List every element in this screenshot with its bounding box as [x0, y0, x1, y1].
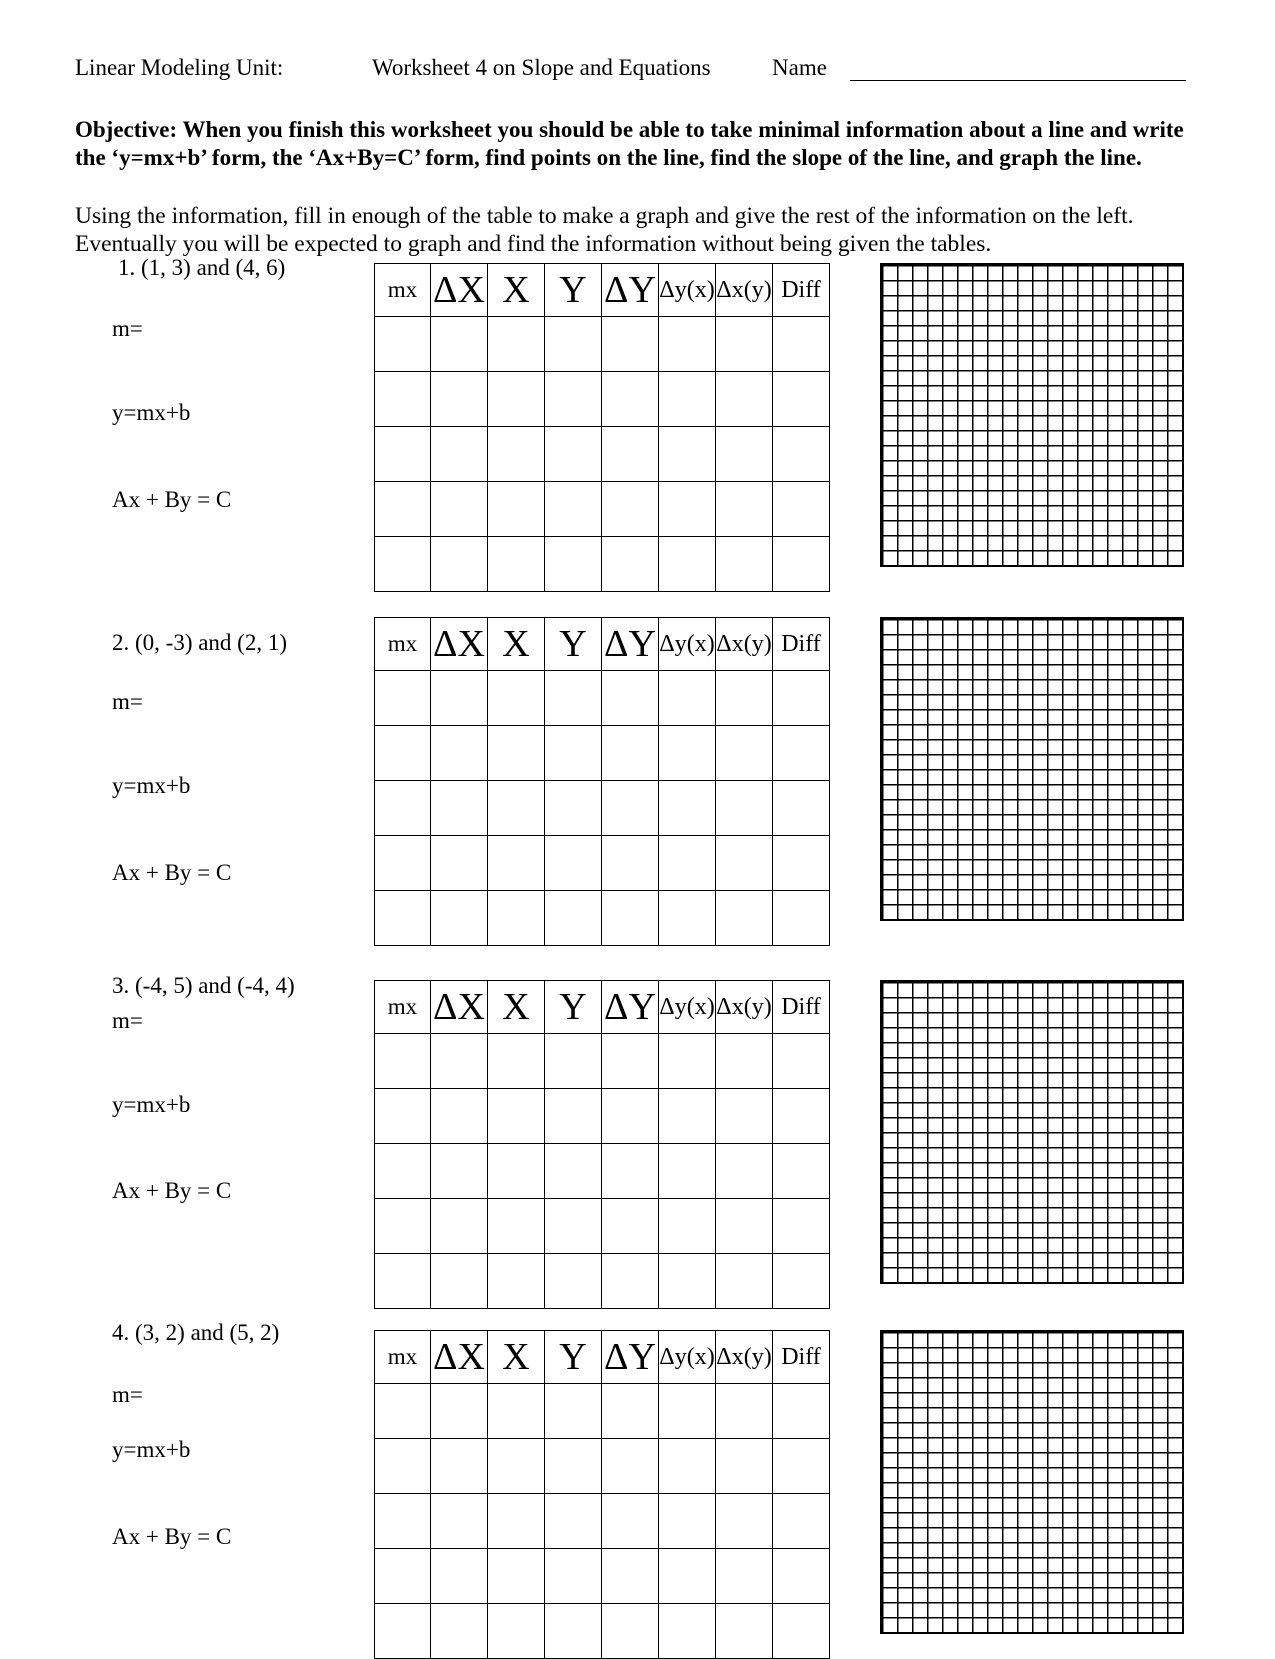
- table-cell-x[interactable]: [488, 1199, 545, 1254]
- table-cell-dy[interactable]: [602, 317, 659, 372]
- header-dxy: Δx(y): [716, 618, 773, 671]
- header-y: Y: [545, 264, 602, 317]
- table-cell-mx[interactable]: [375, 1199, 431, 1254]
- table-cell-diff[interactable]: [773, 1034, 830, 1089]
- table-cell-dx[interactable]: [431, 1494, 488, 1549]
- table-cell-diff[interactable]: [773, 891, 830, 946]
- table-cell-y[interactable]: [545, 726, 602, 781]
- graph-grid[interactable]: [880, 980, 1184, 1284]
- header-y: Y: [545, 618, 602, 671]
- table-cell-x[interactable]: [488, 1494, 545, 1549]
- table-cell-mx[interactable]: [375, 671, 431, 726]
- table-cell-dyx[interactable]: [659, 891, 716, 946]
- table-cell-x[interactable]: [488, 1604, 545, 1659]
- table-cell-dyx[interactable]: [659, 1439, 716, 1494]
- table-cell-dx[interactable]: [431, 671, 488, 726]
- table-cell-y[interactable]: [545, 482, 602, 537]
- table-cell-mx[interactable]: [375, 1144, 431, 1199]
- table-cell-dxy[interactable]: [716, 537, 773, 592]
- header-y: Y: [545, 1331, 602, 1384]
- table-cell-y[interactable]: [545, 671, 602, 726]
- table-cell-dyx[interactable]: [659, 1254, 716, 1309]
- table-cell-dyx[interactable]: [659, 1034, 716, 1089]
- graph-grid[interactable]: [880, 1330, 1184, 1634]
- table-cell-dxy[interactable]: [716, 1494, 773, 1549]
- table-cell-dy[interactable]: [602, 1549, 659, 1604]
- table-cell-dx[interactable]: [431, 482, 488, 537]
- table-cell-dx[interactable]: [431, 781, 488, 836]
- table-cell-dy[interactable]: [602, 836, 659, 891]
- header-diff: Diff: [773, 1331, 830, 1384]
- table-cell-dx[interactable]: [431, 1034, 488, 1089]
- table-cell-y[interactable]: [545, 372, 602, 427]
- table-cell-mx[interactable]: [375, 836, 431, 891]
- table-cell-dyx[interactable]: [659, 1144, 716, 1199]
- standard-form-label: Ax + By = C: [112, 1178, 232, 1203]
- table-cell-dxy[interactable]: [716, 1439, 773, 1494]
- table-cell-dy[interactable]: [602, 537, 659, 592]
- table-cell-dyx[interactable]: [659, 836, 716, 891]
- graph-grid[interactable]: [880, 263, 1184, 567]
- table-cell-diff[interactable]: [773, 671, 830, 726]
- table-cell-dxy[interactable]: [716, 836, 773, 891]
- table-cell-dyx[interactable]: [659, 427, 716, 482]
- work-table: [374, 1330, 830, 1659]
- objective-text: Objective: When you finish this worksheet you should be able to take minimal information about a line and write the ‘y=mx+b’ form, the ‘Ax+By=C’ form, find points on the line, find the slope of the line, and graph the line.: [75, 117, 1184, 170]
- table-cell-dy[interactable]: [602, 427, 659, 482]
- table-cell-dxy[interactable]: [716, 482, 773, 537]
- problem-prompt: 2. (0, -3) and (2, 1): [112, 630, 288, 655]
- table-cell-x[interactable]: [488, 726, 545, 781]
- slope-label: m=: [112, 1382, 143, 1407]
- header-mx: mx: [375, 618, 431, 671]
- table-cell-x[interactable]: [488, 317, 545, 372]
- table-cell-dyx[interactable]: [659, 482, 716, 537]
- table-cell-x[interactable]: [488, 482, 545, 537]
- table-cell-mx[interactable]: [375, 1604, 431, 1659]
- table-cell-dy[interactable]: [602, 1384, 659, 1439]
- table-cell-dx[interactable]: [431, 891, 488, 946]
- slope-intercept-label: y=mx+b: [112, 1092, 191, 1117]
- table-cell-x[interactable]: [488, 781, 545, 836]
- table-cell-dy[interactable]: [602, 372, 659, 427]
- table-cell-dy[interactable]: [602, 1199, 659, 1254]
- table-cell-diff[interactable]: [773, 1144, 830, 1199]
- slope-intercept-label: y=mx+b: [112, 1437, 191, 1462]
- name-blank-line[interactable]: [850, 80, 1186, 81]
- table-cell-dxy[interactable]: [716, 1604, 773, 1659]
- standard-form-label: Ax + By = C: [112, 1524, 232, 1549]
- table-cell-y[interactable]: [545, 537, 602, 592]
- table-cell-dx[interactable]: [431, 1604, 488, 1659]
- table-cell-dyx[interactable]: [659, 317, 716, 372]
- header-mx: mx: [375, 981, 431, 1034]
- table-cell-mx[interactable]: [375, 372, 431, 427]
- work-table: [374, 617, 830, 946]
- table-cell-y[interactable]: [545, 427, 602, 482]
- table-cell-x[interactable]: [488, 1384, 545, 1439]
- table-cell-dx[interactable]: [431, 537, 488, 592]
- table-cell-dyx[interactable]: [659, 1089, 716, 1144]
- table-cell-dxy[interactable]: [716, 1144, 773, 1199]
- table-cell-y[interactable]: [545, 1199, 602, 1254]
- header-dxy: Δx(y): [716, 1331, 773, 1384]
- table-cell-dxy[interactable]: [716, 372, 773, 427]
- table-cell-mx[interactable]: [375, 537, 431, 592]
- table-cell-mx[interactable]: [375, 726, 431, 781]
- table-cell-dxy[interactable]: [716, 726, 773, 781]
- table-cell-dxy[interactable]: [716, 1549, 773, 1604]
- slope-label: m=: [112, 1008, 143, 1033]
- table-cell-dxy[interactable]: [716, 1034, 773, 1089]
- table-cell-dy[interactable]: [602, 726, 659, 781]
- table-cell-dy[interactable]: [602, 671, 659, 726]
- table-cell-dy[interactable]: [602, 1494, 659, 1549]
- table-cell-y[interactable]: [545, 1089, 602, 1144]
- worksheet-title: Worksheet 4 on Slope and Equations: [372, 55, 711, 80]
- table-cell-dxy[interactable]: [716, 1254, 773, 1309]
- header-y: Y: [545, 981, 602, 1034]
- problem-prompt: 1. (1, 3) and (4, 6): [118, 255, 286, 280]
- table-cell-x[interactable]: [488, 1549, 545, 1604]
- table-cell-x[interactable]: [488, 1034, 545, 1089]
- table-cell-dx[interactable]: [431, 1144, 488, 1199]
- table-cell-dyx[interactable]: [659, 1494, 716, 1549]
- table-cell-dxy[interactable]: [716, 1384, 773, 1439]
- table-cell-dx[interactable]: [431, 1199, 488, 1254]
- table-cell-dxy[interactable]: [716, 317, 773, 372]
- table-cell-y[interactable]: [545, 1439, 602, 1494]
- table-cell-dyx[interactable]: [659, 671, 716, 726]
- table-cell-diff[interactable]: [773, 1254, 830, 1309]
- table-cell-mx[interactable]: [375, 1254, 431, 1309]
- table-cell-dx[interactable]: [431, 836, 488, 891]
- table-cell-mx[interactable]: [375, 1034, 431, 1089]
- table-cell-dy[interactable]: [602, 1144, 659, 1199]
- table-cell-dy[interactable]: [602, 781, 659, 836]
- table-cell-y[interactable]: [545, 1384, 602, 1439]
- header-diff: Diff: [773, 264, 830, 317]
- table-cell-diff[interactable]: [773, 427, 830, 482]
- table-cell-y[interactable]: [545, 1549, 602, 1604]
- table-cell-y[interactable]: [545, 836, 602, 891]
- header-dyx: Δy(x): [659, 1331, 716, 1384]
- table-cell-dy[interactable]: [602, 1254, 659, 1309]
- table-cell-diff[interactable]: [773, 1089, 830, 1144]
- graph-grid[interactable]: [880, 617, 1184, 921]
- table-cell-x[interactable]: [488, 372, 545, 427]
- table-cell-dx[interactable]: [431, 1089, 488, 1144]
- slope-label: m=: [112, 316, 143, 341]
- work-table: [374, 263, 830, 592]
- header-dx: ΔX: [431, 618, 488, 671]
- table-cell-diff[interactable]: [773, 1199, 830, 1254]
- header-dyx: Δy(x): [659, 264, 716, 317]
- table-cell-x[interactable]: [488, 671, 545, 726]
- table-cell-dy[interactable]: [602, 1034, 659, 1089]
- table-cell-mx[interactable]: [375, 482, 431, 537]
- table-cell-diff[interactable]: [773, 317, 830, 372]
- table-cell-diff[interactable]: [773, 1384, 830, 1439]
- table-cell-mx[interactable]: [375, 1439, 431, 1494]
- table-cell-y[interactable]: [545, 891, 602, 946]
- table-cell-dy[interactable]: [602, 1604, 659, 1659]
- table-cell-dyx[interactable]: [659, 726, 716, 781]
- table-cell-dx[interactable]: [431, 317, 488, 372]
- problem-prompt: 4. (3, 2) and (5, 2): [112, 1320, 280, 1345]
- table-cell-dx[interactable]: [431, 1254, 488, 1309]
- table-cell-dy[interactable]: [602, 891, 659, 946]
- header-x: X: [488, 264, 545, 317]
- header-x: X: [488, 1331, 545, 1384]
- table-cell-dxy[interactable]: [716, 1089, 773, 1144]
- problem-prompt: 3. (-4, 5) and (-4, 4): [112, 973, 295, 998]
- table-cell-y[interactable]: [545, 317, 602, 372]
- table-cell-mx[interactable]: [375, 1549, 431, 1604]
- table-cell-x[interactable]: [488, 427, 545, 482]
- table-cell-y[interactable]: [545, 781, 602, 836]
- table-cell-y[interactable]: [545, 1254, 602, 1309]
- header-dx: ΔX: [431, 1331, 488, 1384]
- table-cell-dyx[interactable]: [659, 1384, 716, 1439]
- table-cell-y[interactable]: [545, 1034, 602, 1089]
- table-cell-y[interactable]: [545, 1494, 602, 1549]
- table-cell-x[interactable]: [488, 1089, 545, 1144]
- table-cell-dyx[interactable]: [659, 781, 716, 836]
- table-cell-dyx[interactable]: [659, 1604, 716, 1659]
- header-dx: ΔX: [431, 264, 488, 317]
- slope-label: m=: [112, 689, 143, 714]
- table-cell-dxy[interactable]: [716, 1199, 773, 1254]
- table-cell-dx[interactable]: [431, 372, 488, 427]
- table-cell-diff[interactable]: [773, 726, 830, 781]
- table-cell-dxy[interactable]: [716, 427, 773, 482]
- table-cell-dy[interactable]: [602, 1089, 659, 1144]
- table-cell-dx[interactable]: [431, 427, 488, 482]
- table-cell-dyx[interactable]: [659, 1199, 716, 1254]
- table-cell-diff[interactable]: [773, 1604, 830, 1659]
- header-dy: ΔY: [602, 264, 659, 317]
- slope-intercept-label: y=mx+b: [112, 400, 191, 425]
- table-cell-dy[interactable]: [602, 482, 659, 537]
- table-cell-dy[interactable]: [602, 1439, 659, 1494]
- table-cell-dyx[interactable]: [659, 1549, 716, 1604]
- header-dyx: Δy(x): [659, 981, 716, 1034]
- header-dxy: Δx(y): [716, 264, 773, 317]
- table-cell-dyx[interactable]: [659, 537, 716, 592]
- table-cell-dx[interactable]: [431, 1439, 488, 1494]
- table-cell-mx[interactable]: [375, 317, 431, 372]
- table-cell-x[interactable]: [488, 891, 545, 946]
- header-dyx: Δy(x): [659, 618, 716, 671]
- name-label: Name: [772, 55, 827, 80]
- table-cell-mx[interactable]: [375, 427, 431, 482]
- table-cell-diff[interactable]: [773, 836, 830, 891]
- table-cell-diff[interactable]: [773, 372, 830, 427]
- header-diff: Diff: [773, 618, 830, 671]
- table-cell-diff[interactable]: [773, 537, 830, 592]
- header-x: X: [488, 618, 545, 671]
- table-cell-x[interactable]: [488, 1254, 545, 1309]
- table-cell-x[interactable]: [488, 1439, 545, 1494]
- header-dx: ΔX: [431, 981, 488, 1034]
- header-dy: ΔY: [602, 618, 659, 671]
- table-cell-dx[interactable]: [431, 1549, 488, 1604]
- table-cell-dx[interactable]: [431, 1384, 488, 1439]
- header-mx: mx: [375, 1331, 431, 1384]
- work-table: [374, 980, 830, 1309]
- table-cell-dxy[interactable]: [716, 891, 773, 946]
- header-dy: ΔY: [602, 981, 659, 1034]
- table-cell-dx[interactable]: [431, 726, 488, 781]
- header-diff: Diff: [773, 981, 830, 1034]
- instructions-text: Using the information, fill in enough of the table to make a graph and give the rest of the information on the left. Eventually you will be expected to graph and find the information without being given the tables.: [75, 203, 1134, 257]
- table-cell-dyx[interactable]: [659, 372, 716, 427]
- table-cell-diff[interactable]: [773, 1439, 830, 1494]
- table-cell-diff[interactable]: [773, 482, 830, 537]
- header-dxy: Δx(y): [716, 981, 773, 1034]
- header-dy: ΔY: [602, 1331, 659, 1384]
- table-cell-dxy[interactable]: [716, 671, 773, 726]
- standard-form-label: Ax + By = C: [112, 487, 232, 512]
- table-cell-mx[interactable]: [375, 891, 431, 946]
- table-cell-mx[interactable]: [375, 1384, 431, 1439]
- table-cell-mx[interactable]: [375, 781, 431, 836]
- standard-form-label: Ax + By = C: [112, 860, 232, 885]
- table-cell-mx[interactable]: [375, 1089, 431, 1144]
- slope-intercept-label: y=mx+b: [112, 773, 191, 798]
- table-cell-dxy[interactable]: [716, 781, 773, 836]
- header-mx: mx: [375, 264, 431, 317]
- header-x: X: [488, 981, 545, 1034]
- table-cell-x[interactable]: [488, 537, 545, 592]
- table-cell-mx[interactable]: [375, 1494, 431, 1549]
- table-cell-y[interactable]: [545, 1604, 602, 1659]
- table-cell-diff[interactable]: [773, 1494, 830, 1549]
- table-cell-diff[interactable]: [773, 781, 830, 836]
- table-cell-y[interactable]: [545, 1144, 602, 1199]
- unit-label: Linear Modeling Unit:: [75, 55, 284, 80]
- table-cell-x[interactable]: [488, 836, 545, 891]
- table-cell-x[interactable]: [488, 1144, 545, 1199]
- table-cell-diff[interactable]: [773, 1549, 830, 1604]
